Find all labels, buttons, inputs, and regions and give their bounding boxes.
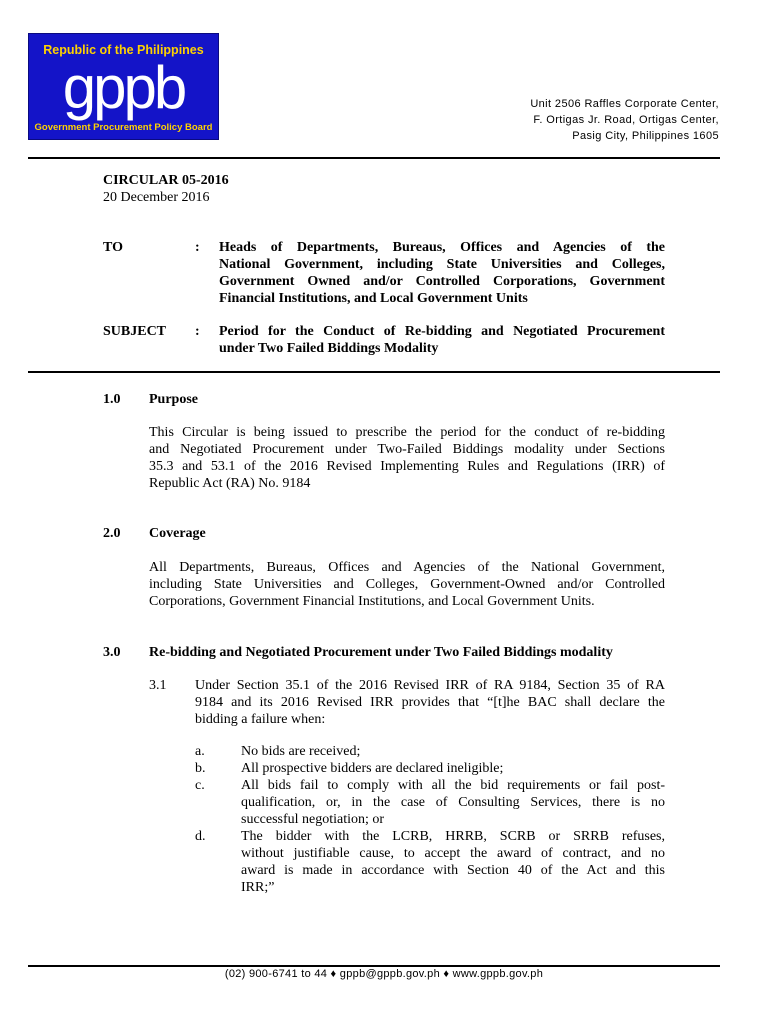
list-item: [241, 777, 665, 828]
logo-mark: gppb: [62, 54, 185, 121]
logo-top-text: Republic of the Philippines: [43, 43, 204, 57]
body-line: 9184 and its 2016 Revised IRR provides that “[t]he BAC shall declare the: [195, 695, 665, 710]
list-item-line: All prospective bidders are declared ineligible;: [241, 761, 504, 776]
footer-rule: [28, 965, 720, 967]
list-item-line: qualification, or, in the case of Consulting Services, there is no: [241, 795, 665, 810]
list-item: [241, 828, 665, 896]
body-line: All Departments, Bureaus, Offices and Agencies of the National Government,: [149, 560, 665, 575]
to-line: National Government, including State Universities and Colleges,: [219, 257, 665, 272]
address-line-2: F. Ortigas Jr. Road, Ortigas Center,: [533, 114, 719, 126]
to-line: Heads of Departments, Bureaus, Offices and Agencies of the: [219, 240, 665, 255]
subsection-3-1-body: [195, 677, 665, 728]
list-item: [241, 743, 665, 760]
list-item-line: No bids are received;: [241, 744, 361, 759]
list-item-line: All bids fail to comply with all the bid requirements or fail post-: [241, 778, 665, 793]
footer-contact: (02) 900-6741 to 44 ♦ gppb@gppb.gov.ph ♦ www.gppb.gov.ph: [224, 968, 544, 980]
section-1-body: [149, 424, 665, 492]
subject-colon: :: [195, 324, 200, 339]
to-line: Financial Institutions, and Local Government Units: [219, 291, 528, 306]
section-3-title: Re-bidding and Negotiated Procurement under Two Failed Biddings modality: [149, 645, 613, 660]
body-line: 35.3 and 53.1 of the 2016 Revised Implementing Rules and Regulations (IRR) of: [149, 459, 665, 474]
list-item-letter: b.: [195, 761, 206, 776]
list-item-letter: d.: [195, 829, 206, 844]
section-2-number: 2.0: [103, 526, 121, 541]
to-colon: :: [195, 240, 200, 255]
circular-number: CIRCULAR 05-2016: [103, 173, 229, 188]
section-2-title: Coverage: [149, 526, 206, 541]
office-address: [530, 96, 719, 144]
body-line: including State Universities and Colleges, Government-Owned and/or Controlled: [149, 577, 665, 592]
body-line: Corporations, Government Financial Institutions, and Local Government Units.: [149, 594, 595, 609]
to-recipients: [219, 239, 665, 307]
list-item-line: The bidder with the LCRB, HRRB, SCRB or SRRB refuses,: [241, 829, 665, 844]
subsection-3-1-number: 3.1: [149, 678, 167, 693]
body-line: and Negotiated Procurement under Two-Failed Biddings modality under Sections: [149, 442, 665, 457]
body-line: bidding a failure when:: [195, 712, 326, 727]
logo-bottom-text: Government Procurement Policy Board: [34, 122, 213, 133]
address-line-1: Unit 2506 Raffles Corporate Center,: [530, 98, 719, 110]
list-item: [241, 760, 665, 777]
section-2-body: [149, 559, 665, 610]
circular-date: 20 December 2016: [103, 190, 210, 205]
subject-label: SUBJECT: [103, 324, 167, 339]
subject-text: [219, 323, 665, 357]
section-3-number: 3.0: [103, 645, 121, 660]
list-item-letter: c.: [195, 778, 205, 793]
gppb-logo: [28, 33, 219, 140]
body-line: Republic Act (RA) No. 9184: [149, 476, 311, 491]
subject-line: Period for the Conduct of Re-bidding and Negotiated Procurement: [219, 324, 665, 339]
section-1-number: 1.0: [103, 392, 121, 407]
header-rule: [28, 157, 720, 159]
to-line: Government Owned and/or Controlled Corporations, Government: [219, 274, 665, 289]
subject-rule: [28, 371, 720, 373]
body-line: Under Section 35.1 of the 2016 Revised IRR of RA 9184, Section 35 of RA: [195, 678, 665, 693]
address-line-3: Pasig City, Philippines 1605: [572, 130, 719, 142]
list-item-line: IRR;”: [241, 880, 275, 895]
list-item-letter: a.: [195, 744, 205, 759]
list-item-line: without justifiable cause, to accept the award of contract, and no: [241, 846, 665, 861]
to-label: TO: [103, 240, 123, 255]
subject-line: under Two Failed Biddings Modality: [219, 341, 439, 356]
list-item-line: award is made in accordance with Section 40 of the Act and this: [241, 863, 665, 878]
body-line: This Circular is being issued to prescribe the period for the conduct of re-bidding: [149, 425, 665, 440]
list-item-line: successful negotiation; or: [241, 812, 385, 827]
section-1-title: Purpose: [149, 392, 198, 407]
